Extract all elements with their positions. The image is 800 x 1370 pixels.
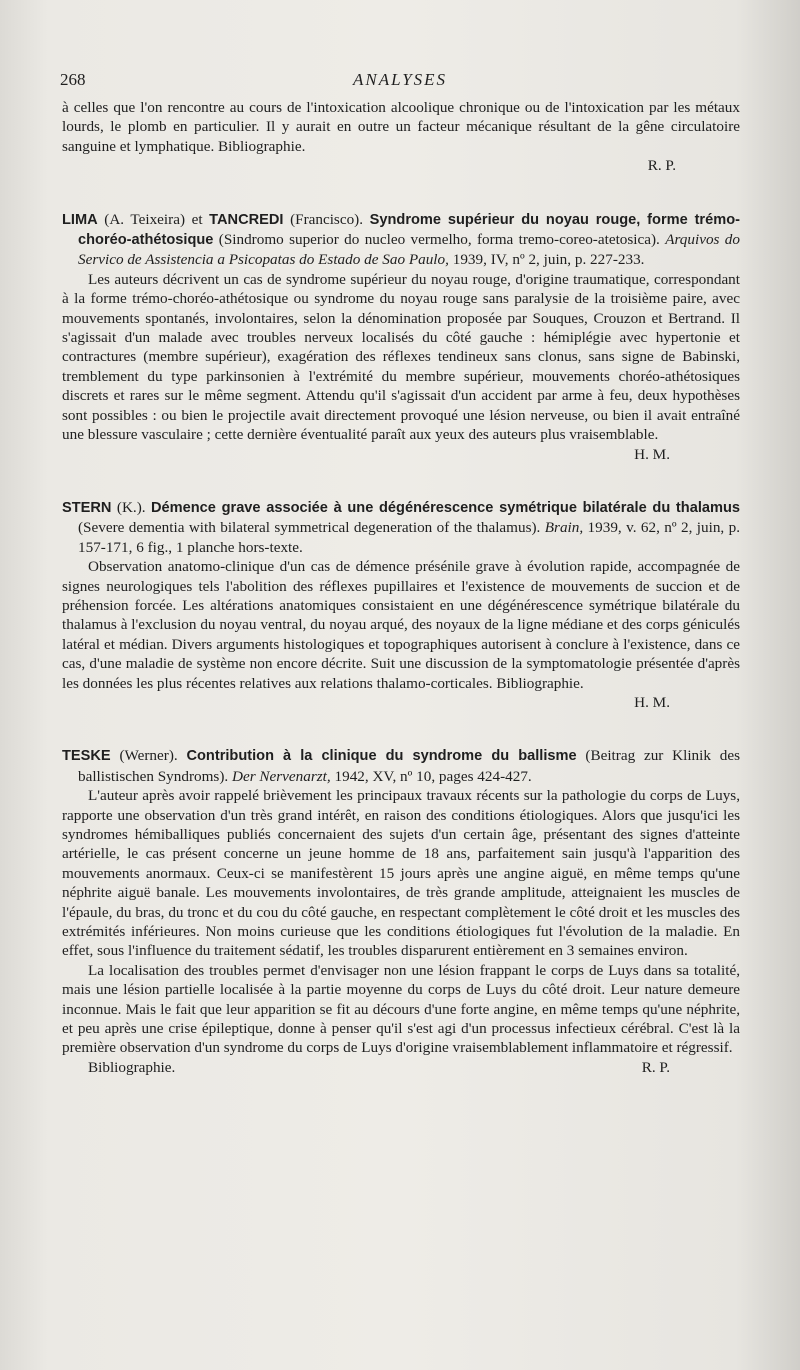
author-name: LIMA bbox=[62, 211, 98, 228]
author-details: (K.). bbox=[111, 498, 152, 516]
reviewer-signature: H. M. bbox=[634, 693, 670, 711]
bibliographic-reference bbox=[62, 746, 740, 786]
author-details: (A. Teixeira) et bbox=[97, 210, 210, 228]
original-title: (Beitrag zur Klinik des ballistischen Syndroms). bbox=[78, 747, 740, 785]
review-closing-line bbox=[62, 1058, 740, 1077]
review-body: Observation anatomo-clinique d'un cas de démence présénile grave à évolution rapide, accompagnée de signes neurologiques tels l'abolition des réflexes pupillaires et l'existence de mouvements de succion et de préhension forcée. Les altérations anatomiques consistaient en une dégénérescence symétrique bilatérale du thalamus à l'exclusion du noyau ventral, du noyau arqué, des noyaux de la ligne médiane et des corps géniculés latéral et médian. Divers arguments histologiques et topographiques autorisent à conclure à l'existence, dans ce cas, d'une maladie de système non encore décrite. Suit une discussion de la symptomatologie présentée d'après les données les plus récentes relatives aux relations thalamo-corticales. Bibliographie. bbox=[62, 558, 740, 692]
intro-signature: R. P. bbox=[647, 157, 676, 175]
intro-paragraph: à celles que l'on rencontre au cours de l'intoxication alcoolique chronique ou de l'intoxication par les métaux lourds, le plomb en particulier. Il y aurait en outre un facteur mécanique résultant de la gêne circulatoire sanguine et lymphatique. Bibliographie. bbox=[62, 99, 740, 155]
reviewer-signature: H. M. bbox=[634, 445, 670, 463]
original-title: (Severe dementia with bilateral symmetrical degeneration of the thalamus). bbox=[78, 519, 545, 537]
page-content bbox=[62, 98, 740, 1077]
coauthor-name: TANCREDI bbox=[209, 211, 284, 228]
original-title: (Sindromo superior do nucleo vermelho, forma tremo-coreo-atetosica). bbox=[213, 231, 666, 249]
author-name: STERN bbox=[62, 499, 112, 516]
article-title: Démence grave associée à une dégénérescence symétrique bilatérale du thalamus bbox=[151, 499, 740, 516]
journal-name: Arquivos do Servico de Assistencia a Psicopatas do Estado de Sao Paulo, bbox=[78, 231, 740, 269]
coauthor-details: (Francisco). bbox=[283, 210, 370, 228]
running-head: ANALYSES bbox=[352, 70, 448, 89]
citation-details: 1939, IV, nº 2, juin, p. 227-233. bbox=[448, 251, 645, 269]
page-number: 268 bbox=[60, 70, 86, 89]
review-entry-stern bbox=[62, 498, 740, 712]
article-title: Contribution à la clinique du syndrome du ballisme bbox=[186, 748, 577, 765]
bibliographic-reference bbox=[62, 498, 740, 557]
author-name: TESKE bbox=[62, 748, 111, 765]
reviewer-signature: R. P. bbox=[641, 1058, 670, 1076]
review-body-continued: La localisation des troubles permet d'envisager non une lésion frappant le corps de Luys dans sa totalité, mais une lésion partielle localisée à la partie moyenne du corps de Luys du côté droit. Leur nature demeure inconnue. Mais le fait que leur apparition se fit au décours d'une forte angine, en même temps qu'une néphrite, et peu après une crise épileptique, donne à penser qu'il s'est agi d'un processus infectieux cérébral. C'est là la première observation d'un syndrome du corps de Luys d'origine vraisemblablement inflammatoire et régressif. bbox=[62, 961, 740, 1057]
journal-name: Brain, bbox=[544, 519, 584, 537]
review-body: L'auteur après avoir rappelé brièvement les principaux travaux récents sur la pathologie du corps de Luys, rapporte une observation d'un très grand intérêt, en raison des conditions étiologiques. Alors que jusqu'ici les syndromes hémiballiques publiés concernaient des sujets d'un certain âge, présentant des signes d'atteinte artérielle, le cas présent concerne un jeune homme de 18 ans, parfaitement sain jusqu'à l'apparition des mouvements anormaux. Ceux-ci se manifestèrent 15 jours après une angine aiguë, en même temps qu'une néphrite aiguë banale. Les mouvements involontaires, de très grande amplitude, atteignaient les muscles de l'épaule, du bras, du tronc et du cou du côté gauche, en respectant complètement le côté droit et les muscles des extrémités inférieures. Non moins curieuse que les conditions étiologiques fut l'évolution de la maladie. En effet, sous l'influence du traitement sédatif, les troubles disparurent entièrement en 3 semaines environ. bbox=[62, 787, 740, 960]
bibliography-note: Bibliographie. bbox=[88, 1058, 176, 1076]
page-header bbox=[60, 70, 740, 96]
bibliographic-reference bbox=[62, 210, 740, 270]
article-title: Syndrome supérieur du noyau rouge, forme trémo-choréo-athétosique bbox=[78, 211, 740, 249]
review-entry-lima bbox=[62, 210, 740, 464]
citation-details: 1939, v. 62, nº 2, juin, p. 157-171, 6 fig., 1 planche hors-texte. bbox=[78, 519, 740, 556]
journal-name: Der Nervenarzt, bbox=[231, 767, 331, 785]
review-entry-teske bbox=[62, 746, 740, 1077]
review-body: Les auteurs décrivent un cas de syndrome supérieur du noyau rouge, d'origine traumatique, correspondant à la forme trémo-choréo-athétosique ou syndrome du noyau rouge sans paralysie de la troisième paire, avec mouvements spontanés, involontaires, selon la dénomination proposée par Souques, Crouzon et Bertrand. Il s'agissait d'un malade avec troubles nerveux localisés du côté gauche : hémiplégie avec hypertonie et contractures (membre supérieur), exagération des réflexes tendineux sans clonus, sans signe de Babinski, tremblement du type parkinsonien à l'extrémité du membre supérieur, mouvements choréo-athétosiques discrets et rares sur le même segment. Attendu qu'il s'agissait d'un accident par arme à feu, deux hypothèses sont possibles : ou bien le projectile avait directement provoqué une lésion nerveuse, ou bien il avait entraîné une blessure vasculaire ; cette dernière éventualité paraît aux yeux des auteurs plus vraisemblable. bbox=[62, 270, 740, 444]
citation-details: 1942, XV, nº 10, pages 424-427. bbox=[330, 767, 532, 785]
author-details: (Werner). bbox=[110, 747, 187, 765]
